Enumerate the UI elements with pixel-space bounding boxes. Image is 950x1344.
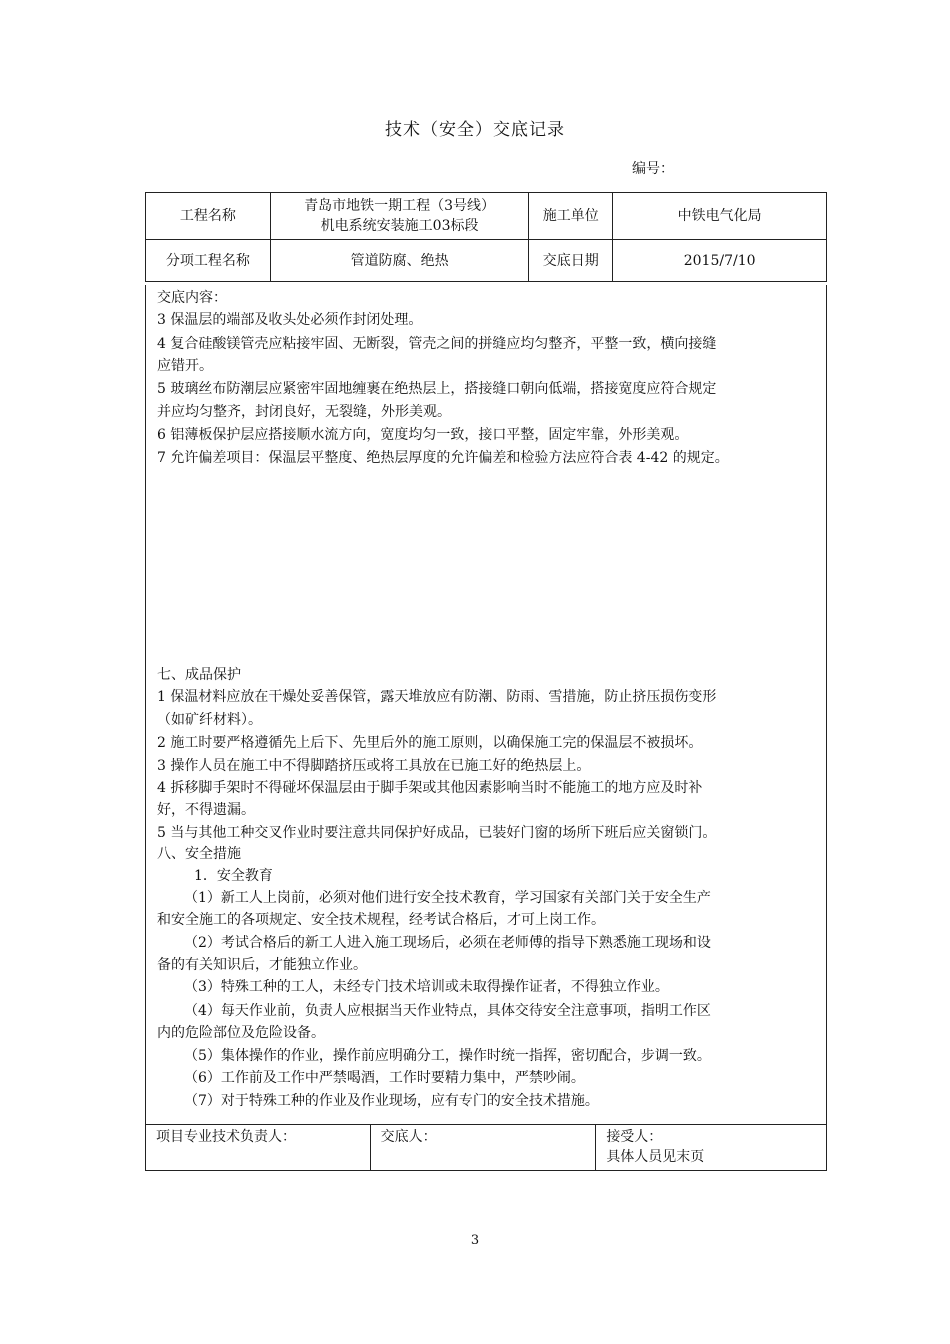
header-row-1 bbox=[146, 193, 827, 240]
content-line: 3 保温层的端部及收头处必须作封闭处理。 bbox=[157, 312, 423, 328]
date-label: 交底日期 bbox=[529, 240, 613, 282]
content-heading: 交底内容： bbox=[157, 290, 227, 306]
contractor-label: 施工单位 bbox=[529, 193, 613, 240]
project-name-value bbox=[270, 193, 529, 240]
serial-number-label: 编号： bbox=[632, 161, 674, 177]
content-line: 3 操作人员在施工中不得脚踏挤压或将工具放在已施工好的绝热层上。 bbox=[157, 758, 591, 774]
content-line: 6 铝薄板保护层应搭接顺水流方向，宽度均匀一致，接口平整，固定牢靠，外形美观。 bbox=[157, 427, 689, 443]
subproject-value: 管道防腐、绝热 bbox=[270, 240, 529, 282]
content-line: 并应均匀整齐，封闭良好，无裂缝，外形美观。 bbox=[157, 404, 451, 420]
content-line: 5 当与其他工种交叉作业时要注意共同保护好成品，已装好门窗的场所下班后应关窗锁门。 bbox=[157, 825, 717, 841]
tech-lead-cell bbox=[146, 1125, 371, 1171]
content-line: 内的危险部位及危险设备。 bbox=[157, 1025, 325, 1041]
page-number: 3 bbox=[470, 1233, 480, 1248]
receiver-note: 具体人员见末页 bbox=[606, 1149, 705, 1165]
content-line: （5）集体操作的作业，操作前应明确分工，操作时统一指挥，密切配合，步调一致。 bbox=[184, 1048, 711, 1064]
receiver-label: 接受人： bbox=[606, 1129, 663, 1145]
content-line: （2）考试合格后的新工人进入施工现场后，必须在老师傅的指导下熟悉施工现场和设 bbox=[184, 935, 711, 951]
content-line: 4 拆移脚手架时不得碰坏保温层由于脚手架或其他因素影响当时不能施工的地方应及时补 bbox=[157, 780, 703, 796]
signature-table bbox=[145, 1124, 827, 1171]
subproject-label: 分项工程名称 bbox=[146, 240, 271, 282]
content-line: （6）工作前及工作中严禁喝酒，工作时要精力集中，严禁吵闹。 bbox=[184, 1070, 585, 1086]
content-line: （3）特殊工种的工人，未经专门技术培训或未取得操作证者，不得独立作业。 bbox=[184, 979, 669, 995]
document-title: 技术（安全）交底记录 bbox=[385, 120, 565, 140]
content-line: 1 保温材料应放在干燥处妥善保管，露天堆放应有防潮、防雨、雪措施，防止挤压损伤变形 bbox=[157, 689, 717, 705]
content-box bbox=[145, 285, 827, 1125]
content-line: 和安全施工的各项规定、安全技术规程，经考试合格后，才可上岗工作。 bbox=[157, 912, 605, 928]
content-line: （7）对于特殊工种的作业及作业现场，应有专门的安全技术措施。 bbox=[184, 1093, 599, 1109]
content-line: （4）每天作业前，负责人应根据当天作业特点，具体交待安全注意事项，指明工作区 bbox=[184, 1003, 711, 1019]
section-heading-safety-measures: 八、安全措施 bbox=[157, 846, 241, 862]
date-value: 2015/7/10 bbox=[613, 240, 827, 282]
section-heading-product-protection: 七、成品保护 bbox=[157, 667, 241, 683]
project-name-line2: 机电系统安装施工03标段 bbox=[320, 218, 479, 234]
content-line: 4 复合硅酸镁管壳应粘接牢固、无断裂，管壳之间的拼缝应均匀整齐，平整一致，横向接缝 bbox=[157, 336, 717, 352]
content-line: 7 允许偏差项目：保温层平整度、绝热层厚度的允许偏差和检验方法应符合表 4-42 的规定。 bbox=[157, 450, 729, 466]
contractor-value: 中铁电气化局 bbox=[613, 193, 827, 240]
content-line: （如矿纤材料）。 bbox=[157, 712, 262, 728]
content-line: 5 玻璃丝布防潮层应紧密牢固地缠裹在绝热层上，搭接缝口朝向低端，搭接宽度应符合规定 bbox=[157, 381, 717, 397]
tech-lead-label: 项目专业技术负责人： bbox=[156, 1129, 296, 1145]
presenter-label: 交底人： bbox=[380, 1129, 437, 1145]
project-name-line1: 青岛市地铁一期工程（3号线） bbox=[304, 198, 496, 214]
header-table bbox=[145, 192, 827, 282]
receiver-cell bbox=[596, 1125, 827, 1171]
content-line: 好，不得遗漏。 bbox=[157, 802, 255, 818]
header-row-2 bbox=[146, 240, 827, 282]
content-line: 应错开。 bbox=[157, 358, 213, 374]
content-line: （1）新工人上岗前，必须对他们进行安全技术教育，学习国家有关部门关于安全生产 bbox=[184, 890, 711, 906]
presenter-cell bbox=[370, 1125, 596, 1171]
content-line: 备的有关知识后，才能独立作业。 bbox=[157, 957, 367, 973]
content-line: 2 施工时要严格遵循先上后下、先里后外的施工原则，以确保施工完的保温层不被损坏。 bbox=[157, 735, 703, 751]
signature-row bbox=[146, 1125, 827, 1171]
subsection-heading-safety-education: 1．安全教育 bbox=[194, 868, 273, 884]
project-name-label: 工程名称 bbox=[146, 193, 271, 240]
